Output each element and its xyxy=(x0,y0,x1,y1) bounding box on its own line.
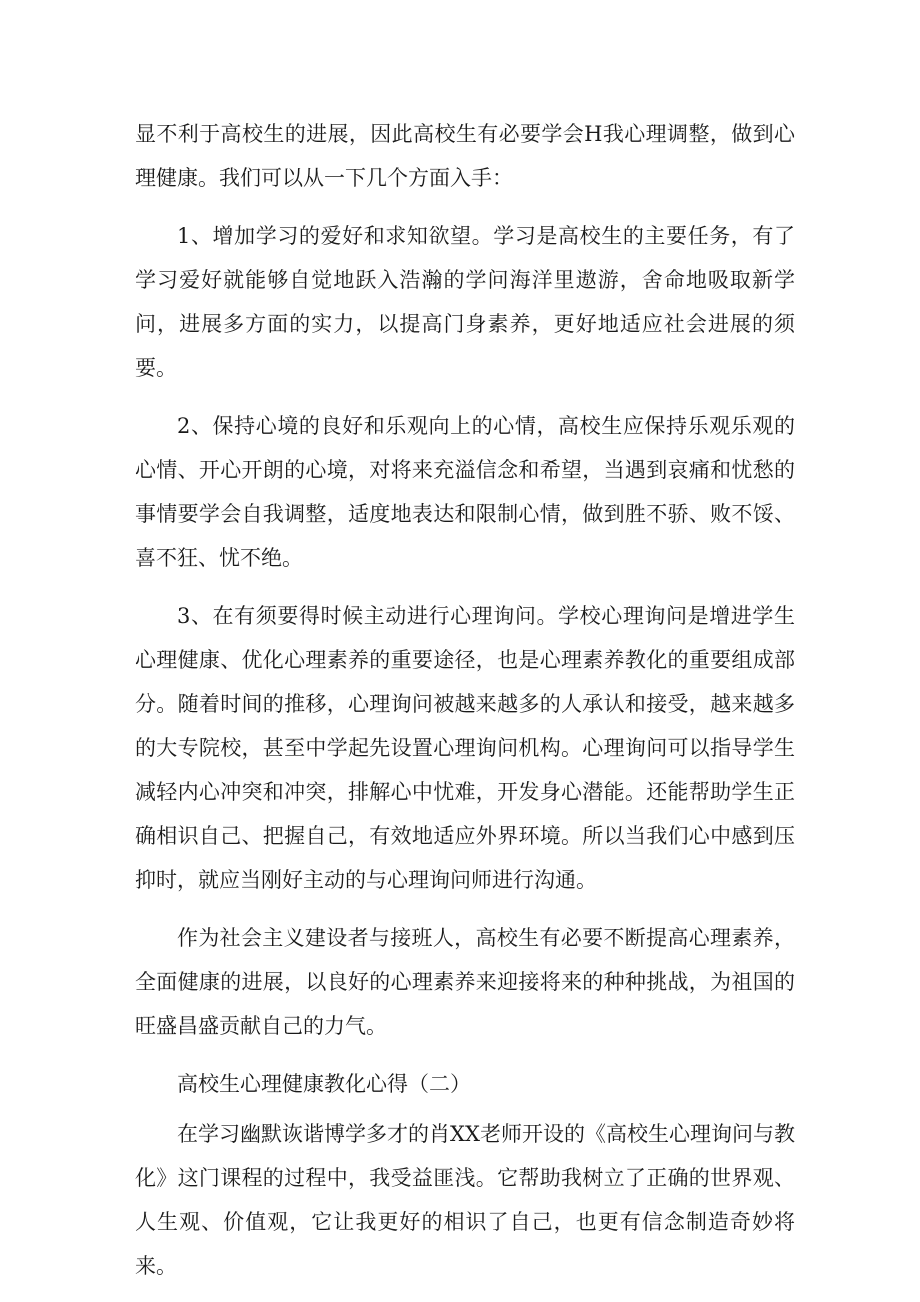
paragraph-conclusion: 作为社会主义建设者与接班人，高校生有必要不断提高心理素养，全面健康的进展，以良好的心理素养来迎接将来的种种挑战，为祖国的旺盛昌盛贡献自己的力气。 xyxy=(135,926,795,1038)
paragraph-point-3: 3、在有须要得时候主动进行心理询问。学校心理询问是增进学生心理健康、优化心理素养的重要途径，也是心理素养教化的重要组成部分。随着时间的推移，心理询问被越来越多的人承认和接受，越来越多的大专院校，甚至中学起先设置心理询问机构。心理询问可以指导学生减轻内心冲突和冲突，排解心中忧难，开发身心潜能。还能帮助学生正确相识自己、把握自己，有效地适应外界环境。所以当我们心中感到压抑时，就应当刚好主动的与心理询问师进行沟通。 xyxy=(135,604,795,892)
paragraph-intro-part-two: 在学习幽默诙谐博学多才的肖XX老师开设的《高校生心理询问与教化》这门课程的过程中，我受益匪浅。它帮助我树立了正确的世界观、人生观、价值观，它让我更好的相识了自己，也更有信念制造奇妙将来。 xyxy=(135,1122,795,1278)
paragraph-point-2: 2、保持心境的良好和乐观向上的心情，高校生应保持乐观乐观的心情、开心开朗的心境，对将来充溢信念和希望，当遇到哀痛和忧愁的事情要学会自我调整，适度地表达和限制心情，做到胜不骄、败不馁、喜不狂、忧不绝。 xyxy=(135,414,795,570)
paragraph-point-1: 1、增加学习的爱好和求知欲望。学习是高校生的主要任务，有了学习爱好就能够自觉地跃入浩瀚的学问海洋里遨游，舍命地吸取新学问，进展多方面的实力，以提高门身素养，更好地适应社会进展的须要。 xyxy=(135,224,795,380)
paragraph-continuation: 显不利于高校生的进展，因此高校生有必要学会H我心理调整，做到心理健康。我们可以从一下几个方面入手： xyxy=(135,122,795,190)
document-body xyxy=(135,112,795,1302)
section-heading: 高校生心理健康教化心得（二） xyxy=(177,1072,471,1096)
